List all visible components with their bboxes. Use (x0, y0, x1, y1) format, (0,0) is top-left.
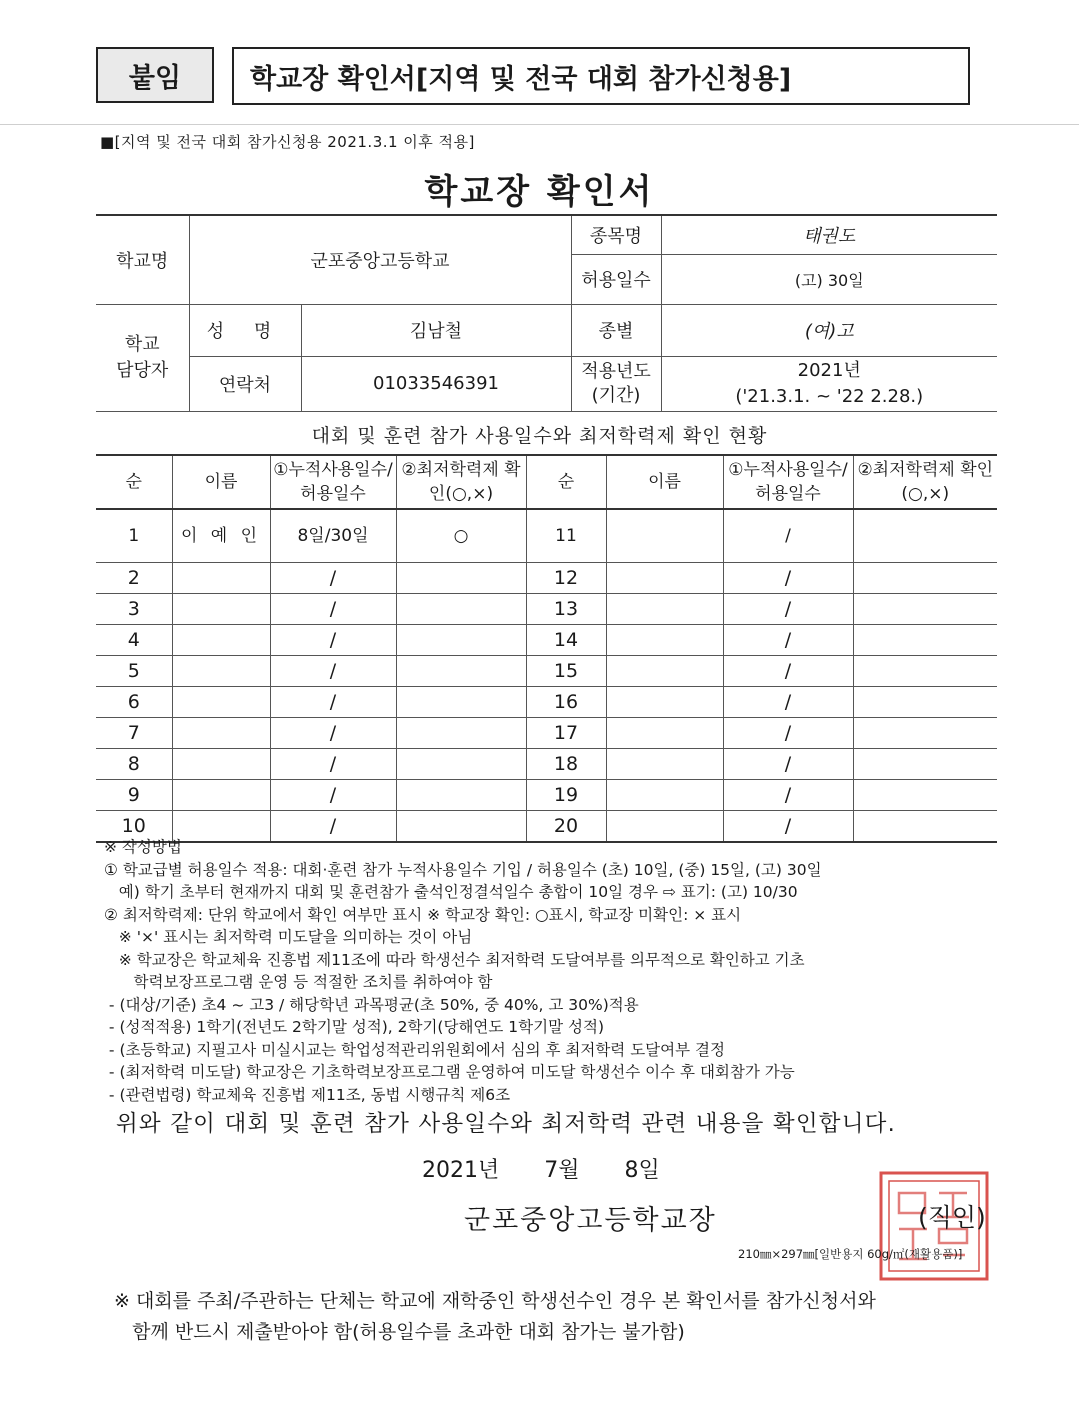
academic-check (853, 749, 997, 780)
used-days: / (723, 563, 853, 594)
grid-header-row (96, 455, 997, 509)
used-days: / (723, 594, 853, 625)
confirmation-statement: 위와 같이 대회 및 훈련 참가 사용일수와 최저학력 관련 내용을 확인합니다. (116, 1111, 896, 1137)
student-name (172, 749, 270, 780)
used-days: / (723, 509, 853, 563)
used-days: / (723, 625, 853, 656)
attachment-tag (96, 47, 214, 103)
info-table (96, 214, 997, 412)
note-line: - (대상/기준) 초4 ~ 고3 / 해당학년 과목평균(초 50%, 중 40%, 고 30%)적용 (104, 995, 639, 1014)
year-value: 2021년 (797, 359, 861, 381)
row-number: 14 (526, 625, 606, 656)
note-line: ① 학교급별 허용일수 적용: 대회·훈련 참가 누적사용일수 기입 / 허용일수 (초) 10일, (중) 15일, (고) 30일 (104, 860, 822, 879)
attachment-tag-label: 붙임 (128, 62, 182, 94)
row-number: 18 (526, 749, 606, 780)
note-line: ※ 작성방법 (104, 838, 182, 856)
academic-check (396, 656, 526, 687)
academic-check (396, 594, 526, 625)
year-cell (661, 356, 997, 411)
student-name (606, 718, 723, 749)
school-label: 학교명 (96, 215, 189, 304)
used-days: / (270, 749, 396, 780)
academic-check (853, 594, 997, 625)
student-name (172, 687, 270, 718)
row-number: 3 (96, 594, 172, 625)
student-name (172, 718, 270, 749)
used-days: / (270, 687, 396, 718)
row-number: 8 (96, 749, 172, 780)
period-value: ('21.3.1. ~ '22 2.28.) (735, 385, 924, 407)
academic-check (853, 718, 997, 749)
name-label (189, 304, 301, 356)
academic-check (853, 625, 997, 656)
row-number: 20 (526, 811, 606, 843)
student-name (606, 687, 723, 718)
header-no: 순 (96, 455, 172, 509)
name-label-text: 성 명 (206, 321, 284, 342)
table-row (96, 509, 997, 563)
academic-check (396, 563, 526, 594)
seal-mark: (직인) (918, 1203, 986, 1232)
year-label (571, 356, 661, 411)
used-days: / (723, 718, 853, 749)
note-line: - (초등학교) 지필고사 미실시교는 학업성적관리위원회에서 심의 후 최저학력 도달여부 결정 (104, 1040, 725, 1059)
table-row (96, 749, 997, 780)
student-name (172, 780, 270, 811)
issue-date (422, 1153, 698, 1184)
gender-label: 종별 (571, 304, 661, 356)
used-days: / (723, 780, 853, 811)
note-line: ※ 학교장은 학교체육 진흥법 제11조에 따라 학생선수 최저학력 도달여부를 의무적으로 확인하고 기초 (104, 950, 805, 969)
used-days: / (270, 780, 396, 811)
year-label-text: 적용년도 (기간) (581, 360, 651, 406)
student-name (172, 594, 270, 625)
note-line: ※ '×' 표시는 최저학력 미도달을 의미하는 것이 아님 (104, 928, 473, 946)
header-check: ②최저학력제 확인(○,×) (396, 455, 526, 509)
row-number: 12 (526, 563, 606, 594)
student-name (606, 780, 723, 811)
row-number: 16 (526, 687, 606, 718)
student-name (606, 625, 723, 656)
date-year: 2021년 (422, 1158, 500, 1183)
note-line: - (관련법령) 학교체육 진흥법 제11조, 동법 시행규칙 제6조 (104, 1085, 511, 1104)
date-day: 8일 (624, 1158, 660, 1183)
note-line: - (최저학력 미도달) 학교장은 기초학력보장프로그램 운영하여 미도달 학생선수 이수 후 대회참가 가능 (104, 1063, 795, 1081)
footer-note (114, 1286, 876, 1348)
academic-check (853, 656, 997, 687)
student-name (172, 656, 270, 687)
used-days: / (270, 811, 396, 843)
row-number: 11 (526, 509, 606, 563)
instructions (104, 836, 1004, 1106)
header-title-box (232, 47, 970, 105)
student-name (606, 656, 723, 687)
header-name: 이름 (172, 455, 270, 509)
staff-label-text: 학교 담당자 (116, 333, 169, 381)
applies-note: ■[지역 및 전국 대회 참가신청용 2021.3.1 이후 적용] (100, 133, 475, 151)
row-number: 17 (526, 718, 606, 749)
table-row (96, 687, 997, 718)
used-days: / (723, 811, 853, 843)
contact-value: 01033546391 (301, 356, 571, 411)
table-row (96, 718, 997, 749)
row-number: 10 (96, 811, 172, 843)
header-used-right: ①누적사용일수/허용일수 (723, 455, 853, 509)
row-number: 4 (96, 625, 172, 656)
table-row (96, 780, 997, 811)
student-name (172, 563, 270, 594)
row-number: 13 (526, 594, 606, 625)
footer-line-1: ※ 대회를 주최/주관하는 단체는 학교에 재학중인 학생선수인 경우 본 확인서를 참가신청서와 (114, 1290, 876, 1312)
academic-check: ○ (396, 509, 526, 563)
used-days: / (723, 656, 853, 687)
student-name (606, 749, 723, 780)
academic-check (396, 718, 526, 749)
used-days: / (270, 563, 396, 594)
event-value: 태권도 (661, 215, 997, 254)
academic-check (853, 780, 997, 811)
note-line: 예) 학기 초부터 현재까지 대회 및 훈련참가 출석인정결석일수 총합이 10일 경우 ⇨ 표기: (고) 10/30 (104, 883, 798, 901)
scan-divider (0, 124, 1079, 125)
school-value: 군포중앙고등학교 (189, 215, 571, 304)
row-number: 5 (96, 656, 172, 687)
row-number: 7 (96, 718, 172, 749)
student-name (172, 625, 270, 656)
table-row (96, 594, 997, 625)
paper-spec: 210㎜×297㎜[일반용지 60g/㎡(재활용품)] (738, 1247, 963, 1261)
name-value: 김남철 (301, 304, 571, 356)
note-line: - (성적적용) 1학기(전년도 2학기말 성적), 2학기(당해연도 1학기말 성적) (104, 1018, 604, 1036)
used-days: 8일/30일 (270, 509, 396, 563)
event-label: 종목명 (571, 215, 661, 254)
used-days: / (270, 656, 396, 687)
row-number: 9 (96, 780, 172, 811)
footer-line-2: 함께 반드시 제출받아야 함(허용일수를 초과한 대회 참가는 불가함) (114, 1321, 685, 1343)
student-name: 이 예 인 (172, 509, 270, 563)
student-name (606, 509, 723, 563)
academic-check (853, 509, 997, 563)
allowed-label: 허용일수 (571, 254, 661, 304)
academic-check (396, 625, 526, 656)
used-days: / (270, 625, 396, 656)
header-no-right: 순 (526, 455, 606, 509)
table-row (96, 625, 997, 656)
academic-check (853, 563, 997, 594)
row-number: 15 (526, 656, 606, 687)
gender-value: (여)고 (661, 304, 997, 356)
academic-check (396, 687, 526, 718)
table-row (96, 656, 997, 687)
row-number: 19 (526, 780, 606, 811)
student-name (606, 563, 723, 594)
header-title: 학교장 확인서[지역 및 전국 대회 참가신청용] (250, 63, 792, 95)
used-days: / (270, 718, 396, 749)
table-row (96, 563, 997, 594)
academic-check (853, 687, 997, 718)
note-line: 학력보장프로그램 운영 등 적절한 조치를 취하여야 함 (104, 973, 493, 991)
student-name (606, 594, 723, 625)
principal-title: 군포중앙고등학교장 (464, 1205, 717, 1236)
header-used: ①누적사용일수/허용일수 (270, 455, 396, 509)
participation-grid (96, 454, 997, 843)
academic-check (396, 749, 526, 780)
used-days: / (723, 749, 853, 780)
row-number: 2 (96, 563, 172, 594)
allowed-value: (고) 30일 (661, 254, 997, 304)
used-days: / (270, 594, 396, 625)
date-month: 7월 (544, 1158, 580, 1183)
header-check-right: ②최저학력제 확인(○,×) (853, 455, 997, 509)
row-number: 1 (96, 509, 172, 563)
contact-label: 연락처 (189, 356, 301, 411)
staff-label (96, 304, 189, 411)
document-title: 학교장 확인서 (424, 172, 655, 212)
note-line: ② 최저학력제: 단위 학교에서 확인 여부만 표시 ※ 학교장 확인: ○표시, 학교장 미확인: × 표시 (104, 905, 742, 924)
row-number: 6 (96, 687, 172, 718)
header-name-right: 이름 (606, 455, 723, 509)
used-days: / (723, 687, 853, 718)
section-title: 대회 및 훈련 참가 사용일수와 최저학력제 확인 현황 (311, 425, 768, 447)
academic-check (396, 780, 526, 811)
